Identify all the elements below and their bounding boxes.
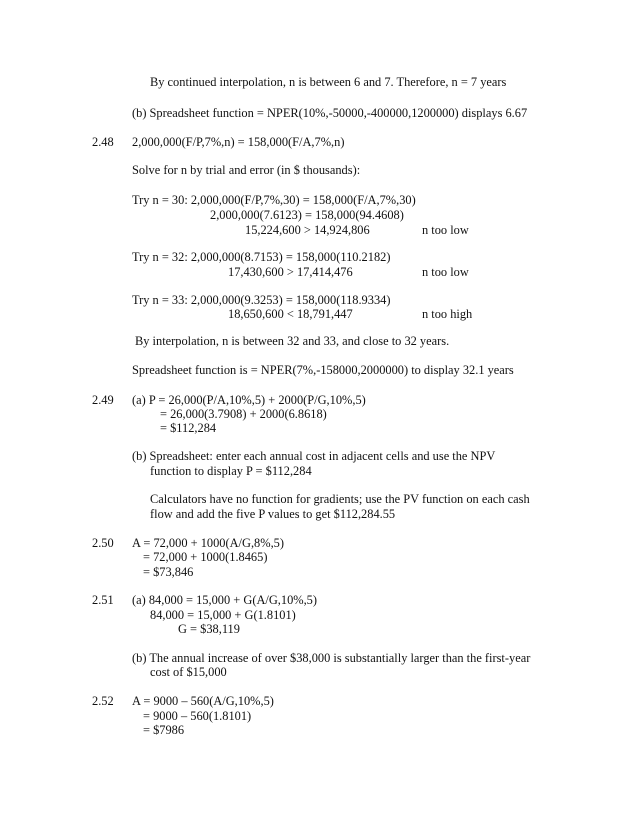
p248-equation: 2,000,000(F/P,7%,n) = 158,000(F/A,7%,n): [132, 135, 345, 149]
p251-a-line-2: 84,000 = 15,000 + G(1.8101): [150, 608, 296, 622]
p251-a-line-1: (a) 84,000 = 15,000 + G(A/G,10%,5): [132, 593, 318, 607]
p248-solve-line: Solve for n by trial and error (in $ thousands):: [132, 163, 361, 177]
interpolation-result-line: By continued interpolation, n is between 6 and 7. Therefore, n = 7 years: [150, 75, 507, 89]
p248-try30-line-3: 15,224,600 > 14,924,806: [245, 223, 370, 237]
p249-a-line-3: = $112,284: [160, 421, 217, 435]
problem-number-2-52: 2.52: [92, 694, 114, 708]
p248-try32-line-2: 17,430,600 > 17,414,476: [228, 265, 353, 279]
problem-number-2-48: 2.48: [92, 135, 114, 149]
p248-try32-note: n too low: [422, 265, 469, 279]
p249-a-line-1: (a) P = 26,000(P/A,10%,5) + 2000(P/G,10%,5): [132, 393, 366, 407]
nper-b-line: (b) Spreadsheet function = NPER(10%,-50000,-400000,1200000) displays 6.67: [132, 106, 528, 120]
p248-try33-line-2: 18,650,600 < 18,791,447: [228, 307, 353, 321]
p250-line-3: = $73,846: [143, 565, 194, 579]
p248-try30-note: n too low: [422, 223, 469, 237]
p249-b-line-1: (b) Spreadsheet: enter each annual cost in adjacent cells and use the NPV: [132, 449, 496, 463]
p248-try30-line-1: Try n = 30: 2,000,000(F/P,7%,30) = 158,000(F/A,7%,30): [132, 193, 416, 207]
p248-try33-note: n too high: [422, 307, 473, 321]
p251-b-line-1: (b) The annual increase of over $38,000 is substantially larger than the first-year: [132, 651, 531, 665]
p250-line-2: = 72,000 + 1000(1.8465): [143, 550, 268, 564]
p248-try33-line-1: Try n = 33: 2,000,000(9.3253) = 158,000(118.9334): [132, 293, 391, 307]
p248-try32-line-1: Try n = 32: 2,000,000(8.7153) = 158,000(110.2182): [132, 250, 391, 264]
p249-calculator-line-2: flow and add the five P values to get $112,284.55: [150, 507, 396, 521]
p252-line-2: = 9000 – 560(1.8101): [143, 709, 252, 723]
p249-a-line-2: = 26,000(3.7908) + 2000(6.8618): [160, 407, 327, 421]
problem-number-2-51: 2.51: [92, 593, 114, 607]
p249-b-line-2: function to display P = $112,284: [150, 464, 312, 478]
p248-spreadsheet-line: Spreadsheet function is = NPER(7%,-158000,2000000) to display 32.1 years: [132, 363, 514, 377]
p252-line-1: A = 9000 – 560(A/G,10%,5): [132, 694, 274, 708]
p248-try30-line-2: 2,000,000(7.6123) = 158,000(94.4608): [210, 208, 404, 222]
p249-calculator-line-1: Calculators have no function for gradients; use the PV function on each cash: [150, 492, 530, 506]
p251-a-line-3: G = $38,119: [178, 622, 240, 636]
p250-line-1: A = 72,000 + 1000(A/G,8%,5): [132, 536, 284, 550]
p248-interpolation-line: By interpolation, n is between 32 and 33, and close to 32 years.: [135, 334, 450, 348]
p251-b-line-2: cost of $15,000: [150, 665, 227, 679]
problem-number-2-49: 2.49: [92, 393, 114, 407]
problem-number-2-50: 2.50: [92, 536, 114, 550]
p252-line-3: = $7986: [143, 723, 185, 737]
